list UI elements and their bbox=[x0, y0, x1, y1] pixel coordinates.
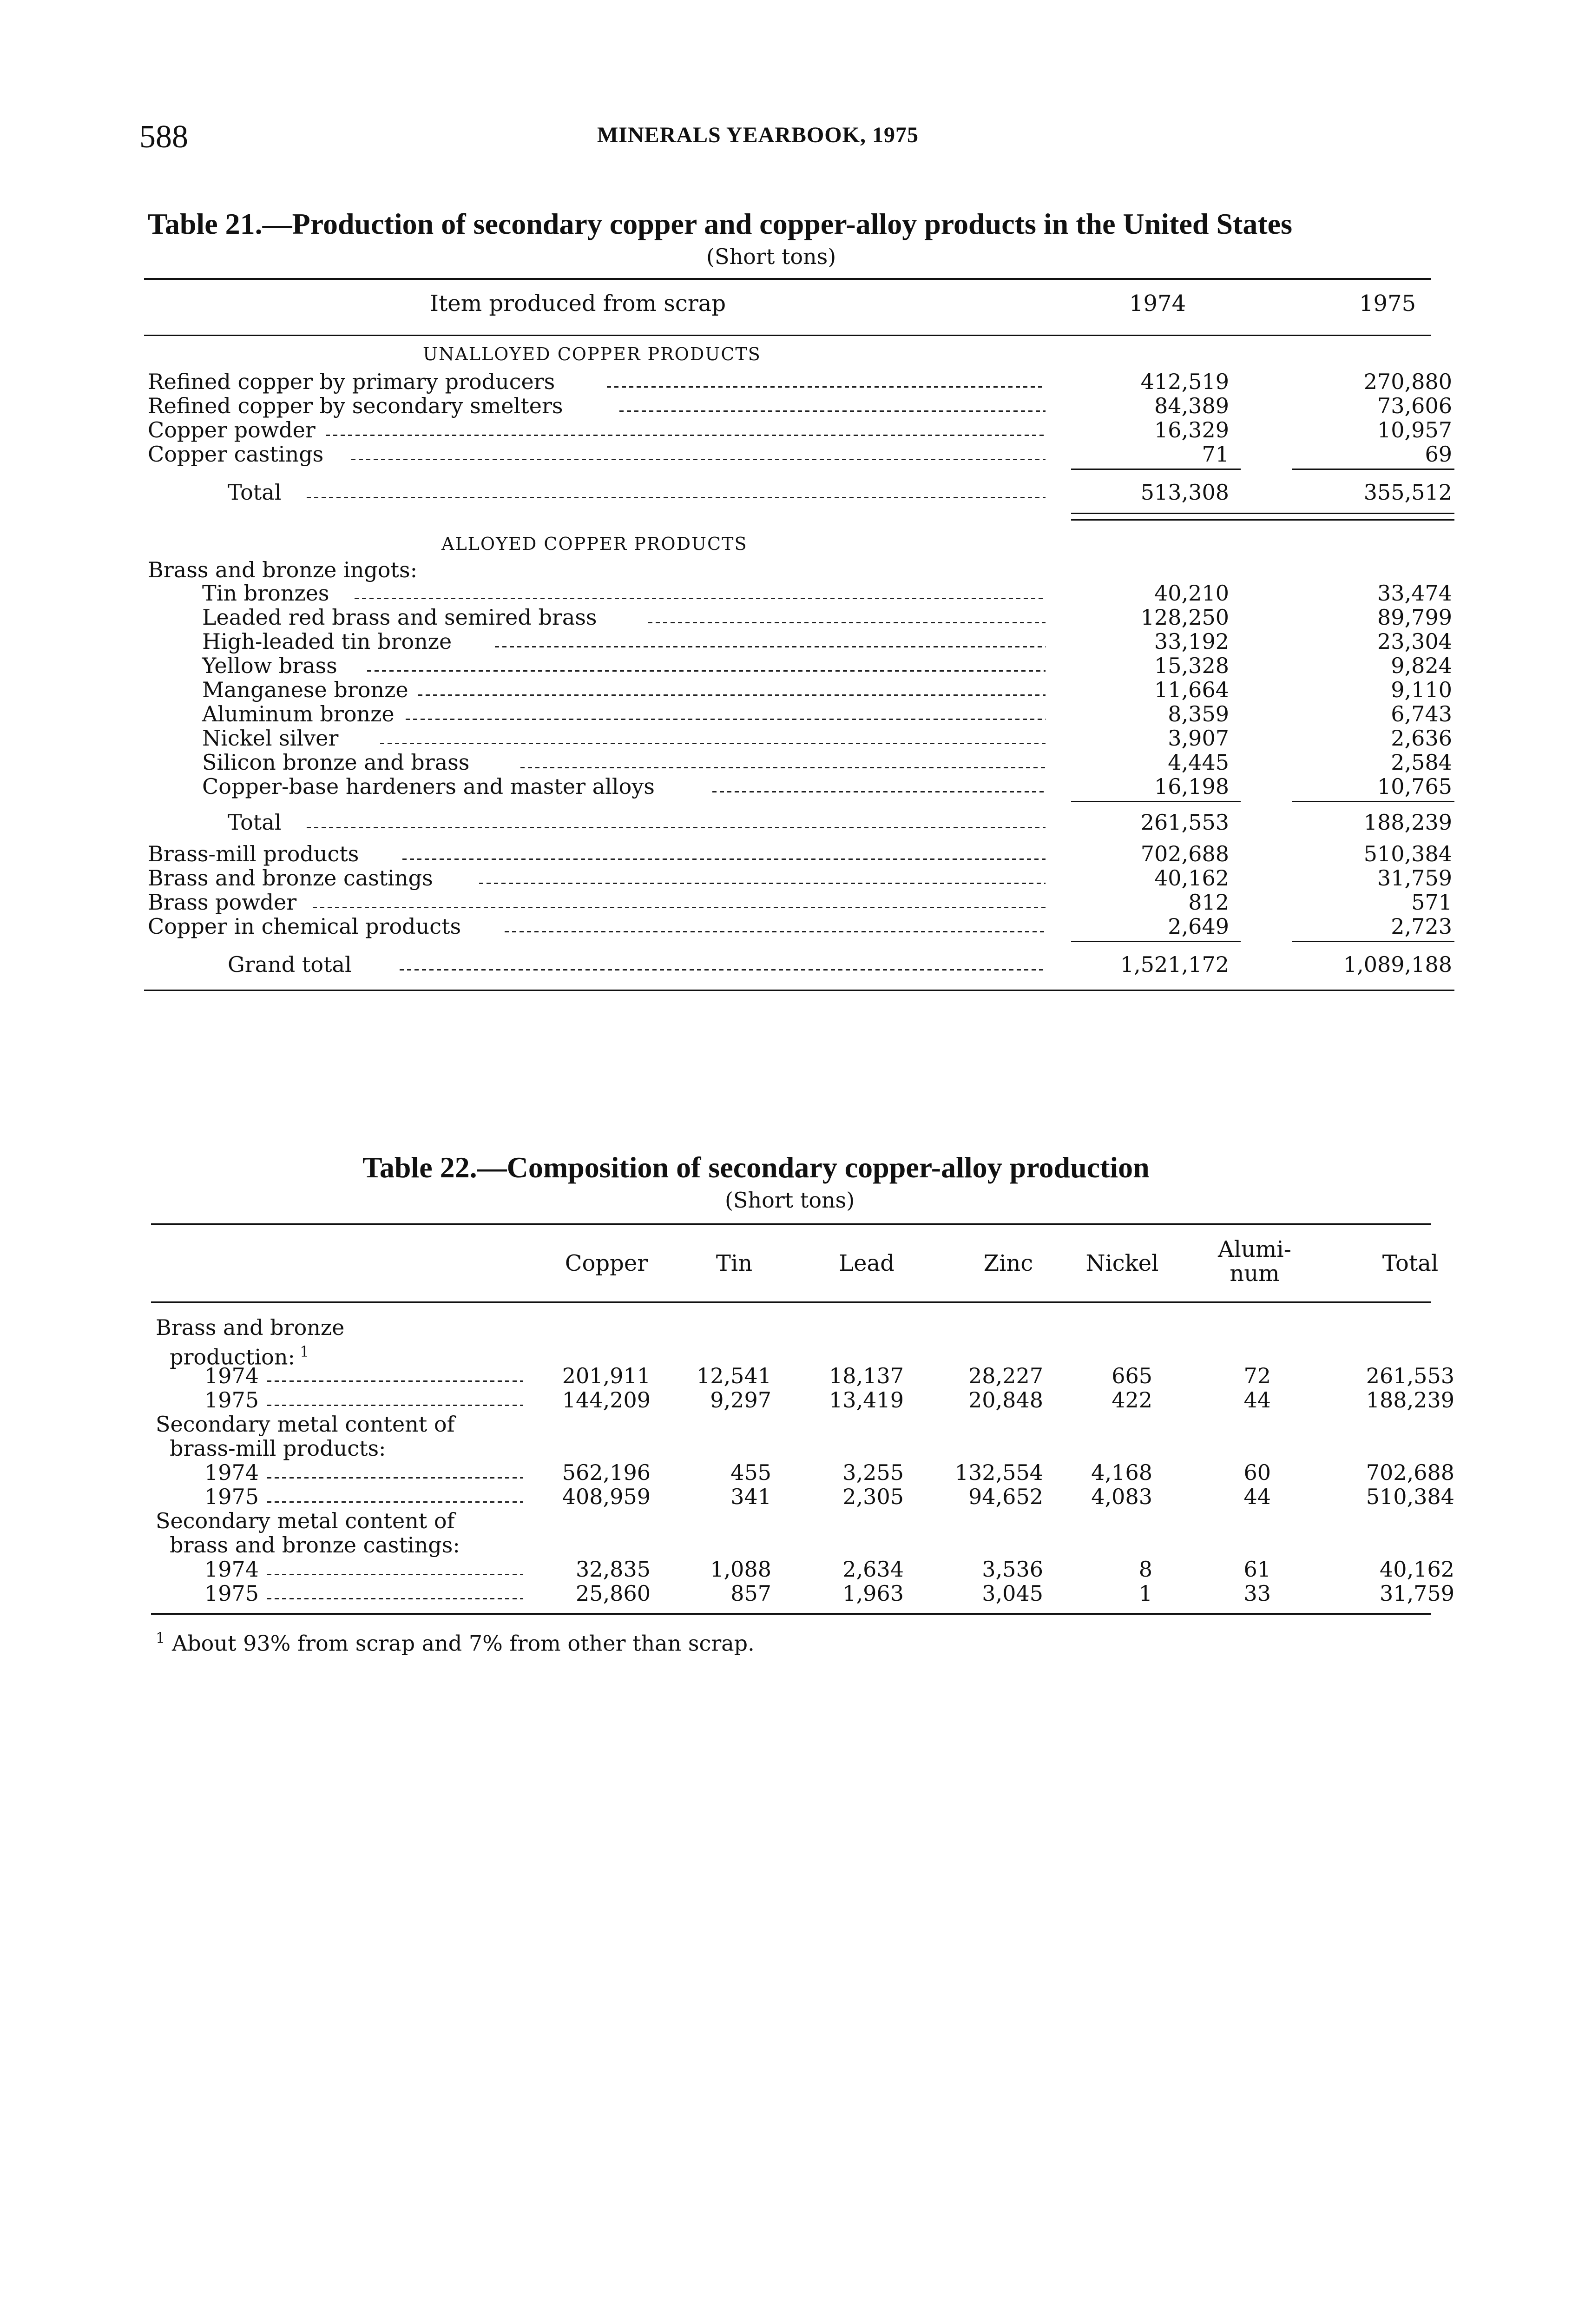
brass-total-label: Total bbox=[228, 810, 282, 835]
table21.brass_rows-1975: 23,304 bbox=[1377, 629, 1452, 654]
value-cell: 3,536 bbox=[982, 1557, 1043, 1582]
col-header-nickel: Nickel bbox=[1085, 1250, 1159, 1276]
value-cell: 72 bbox=[1243, 1363, 1271, 1388]
year-label: 1975 bbox=[204, 1387, 259, 1413]
unalloyed-total-1975: 355,512 bbox=[1363, 480, 1452, 505]
value-cell: 31,759 bbox=[1380, 1581, 1454, 1606]
dot-leader bbox=[267, 1405, 523, 1406]
value-cell: 144,209 bbox=[562, 1387, 651, 1413]
dot-leader bbox=[495, 646, 1046, 647]
col-header-tin: Tin bbox=[716, 1250, 753, 1276]
table21.brass_rows-1975: 2,636 bbox=[1391, 726, 1452, 751]
subtotal-rule bbox=[1071, 469, 1241, 470]
subtotal-rule bbox=[1292, 801, 1454, 802]
table-21-top-rule bbox=[144, 278, 1431, 280]
value-cell: 94,652 bbox=[968, 1484, 1043, 1509]
value-cell: 2,634 bbox=[842, 1557, 904, 1582]
group-label: brass and bronze castings: bbox=[170, 1532, 460, 1558]
value-cell: 132,554 bbox=[954, 1460, 1043, 1485]
table21.brass_rows-label: Yellow brass bbox=[202, 653, 337, 678]
table21.unalloyed_rows-1974: 84,389 bbox=[1154, 393, 1229, 418]
value-cell: 60 bbox=[1243, 1460, 1271, 1485]
table21.other_rows-1974: 812 bbox=[1188, 890, 1229, 915]
table-22-title: Table 22.—Composition of secondary copper-alloy production bbox=[362, 1151, 1150, 1184]
table-21-col-item: Item produced from scrap bbox=[430, 290, 726, 317]
table-21-title: Table 21.—Production of secondary copper and copper-alloy products in the United States bbox=[148, 207, 1292, 240]
col-header-copper: Copper bbox=[565, 1250, 648, 1276]
table21.brass_rows-1975: 9,110 bbox=[1391, 677, 1452, 702]
value-cell: 9,297 bbox=[710, 1387, 771, 1413]
footnote-text: About 93% from scrap and 7% from other than scrap. bbox=[171, 1631, 755, 1656]
value-cell: 25,860 bbox=[576, 1581, 651, 1606]
section-unalloyed: UNALLOYED COPPER PRODUCTS bbox=[423, 344, 761, 364]
table21.brass_rows-1975: 89,799 bbox=[1377, 605, 1452, 630]
year-label: 1975 bbox=[204, 1484, 259, 1509]
value-cell: 857 bbox=[730, 1581, 771, 1606]
table21.brass_rows-1974: 3,907 bbox=[1168, 726, 1229, 751]
value-cell: 44 bbox=[1243, 1387, 1271, 1413]
table21.other_rows-label: Brass-mill products bbox=[148, 841, 359, 866]
value-cell: 422 bbox=[1111, 1387, 1152, 1413]
value-cell: 4,083 bbox=[1091, 1484, 1152, 1509]
table21.other_rows-label: Brass and bronze castings bbox=[148, 865, 433, 891]
year-label: 1974 bbox=[204, 1363, 259, 1388]
table21.brass_rows-1974: 4,445 bbox=[1168, 750, 1229, 775]
table21.unalloyed_rows-label: Refined copper by secondary smelters bbox=[148, 393, 563, 418]
value-cell: 3,255 bbox=[842, 1460, 904, 1485]
dot-leader bbox=[351, 459, 1046, 460]
value-cell: 510,384 bbox=[1366, 1484, 1454, 1509]
dot-leader bbox=[355, 598, 1046, 599]
unalloyed-total-1974: 513,308 bbox=[1140, 480, 1229, 505]
dot-leader bbox=[380, 743, 1046, 744]
table21.brass_rows-1974: 40,210 bbox=[1154, 581, 1229, 606]
subtotal-rule bbox=[1071, 941, 1241, 942]
group-label: Secondary metal content of bbox=[156, 1412, 455, 1437]
value-cell: 3,045 bbox=[982, 1581, 1043, 1606]
table21.other_rows-1974: 2,649 bbox=[1168, 914, 1229, 939]
value-cell: 20,848 bbox=[968, 1387, 1043, 1413]
dot-leader bbox=[267, 1380, 523, 1382]
dot-leader bbox=[505, 931, 1046, 932]
table21.other_rows-1975: 510,384 bbox=[1363, 841, 1452, 866]
subtotal-rule bbox=[1292, 941, 1454, 942]
table21.other_rows-label: Brass powder bbox=[148, 890, 297, 915]
value-cell: 18,137 bbox=[829, 1363, 904, 1388]
col-header-alumi-1: Alumi- bbox=[1217, 1236, 1291, 1262]
dot-leader bbox=[326, 435, 1046, 436]
col-header-total: Total bbox=[1382, 1250, 1439, 1276]
value-cell: 455 bbox=[730, 1460, 771, 1485]
dot-leader bbox=[267, 1477, 523, 1479]
value-cell: 28,227 bbox=[968, 1363, 1043, 1388]
table21.unalloyed_rows-1975: 73,606 bbox=[1377, 393, 1452, 418]
table21.unalloyed_rows-1975: 270,880 bbox=[1363, 369, 1452, 394]
value-cell: 408,959 bbox=[562, 1484, 651, 1509]
dot-leader bbox=[400, 969, 1046, 971]
value-cell: 4,168 bbox=[1091, 1460, 1152, 1485]
value-cell: 1,088 bbox=[710, 1557, 771, 1582]
table21.brass_rows-label: Copper-base hardeners and master alloys bbox=[202, 774, 655, 799]
table21.other_rows-label: Copper in chemical products bbox=[148, 914, 461, 939]
table21.unalloyed_rows-1975: 69 bbox=[1425, 442, 1452, 467]
group-label: Brass and bronze bbox=[156, 1315, 345, 1340]
value-cell: 33 bbox=[1243, 1581, 1271, 1606]
dot-leader bbox=[406, 719, 1046, 720]
value-cell: 44 bbox=[1243, 1484, 1271, 1509]
dot-leader bbox=[267, 1574, 523, 1575]
page-number: 588 bbox=[139, 119, 188, 155]
dot-leader bbox=[418, 694, 1046, 696]
value-cell: 188,239 bbox=[1366, 1387, 1454, 1413]
dot-leader bbox=[648, 622, 1046, 623]
table-22-header-rule bbox=[151, 1301, 1431, 1303]
dot-leader bbox=[402, 858, 1046, 860]
table-21-header-rule bbox=[144, 335, 1431, 336]
table-22-footnote bbox=[156, 1629, 755, 1656]
dot-leader bbox=[267, 1501, 523, 1503]
group-label: production: $^1$ bbox=[170, 1343, 309, 1370]
dot-leader bbox=[712, 791, 1046, 792]
grand-total-label: Grand total bbox=[228, 952, 352, 977]
running-head: MINERALS YEARBOOK, 1975 bbox=[597, 123, 919, 147]
table21.unalloyed_rows-1974: 16,329 bbox=[1154, 417, 1229, 442]
table21.brass_rows-label: Manganese bronze bbox=[202, 677, 408, 702]
year-label: 1974 bbox=[204, 1557, 259, 1582]
table-21-col-1975: 1975 bbox=[1359, 290, 1416, 317]
grand-total-1975: 1,089,188 bbox=[1343, 952, 1452, 977]
value-cell: 61 bbox=[1243, 1557, 1271, 1582]
year-label: 1974 bbox=[204, 1460, 259, 1485]
table21.brass_rows-1974: 15,328 bbox=[1154, 653, 1229, 678]
dot-leader bbox=[307, 827, 1046, 828]
table21.brass_rows-1975: 6,743 bbox=[1391, 701, 1452, 726]
value-cell: 261,553 bbox=[1366, 1363, 1454, 1388]
table21.brass_rows-1975: 33,474 bbox=[1377, 581, 1452, 606]
table21.brass_rows-1975: 10,765 bbox=[1377, 774, 1452, 799]
dot-leader bbox=[479, 883, 1046, 884]
table-21-subtitle: (Short tons) bbox=[706, 244, 836, 269]
table21.brass_rows-1974: 128,250 bbox=[1140, 605, 1229, 630]
total-double-rule bbox=[1071, 519, 1454, 521]
grand-total-1974: 1,521,172 bbox=[1120, 952, 1229, 977]
unalloyed-total-label: Total bbox=[228, 480, 282, 505]
col-header-zinc: Zinc bbox=[983, 1250, 1033, 1276]
table21.other_rows-1975: 31,759 bbox=[1377, 865, 1452, 891]
brass-total-1974: 261,553 bbox=[1140, 810, 1229, 835]
table21.unalloyed_rows-label: Copper powder bbox=[148, 417, 316, 442]
dot-leader bbox=[619, 410, 1046, 412]
dot-leader bbox=[607, 386, 1046, 388]
table21.other_rows-1974: 40,162 bbox=[1154, 865, 1229, 891]
footnote-mark: 1 bbox=[156, 1629, 165, 1647]
value-cell: 40,162 bbox=[1380, 1557, 1454, 1582]
value-cell: 562,196 bbox=[562, 1460, 651, 1485]
table21.brass_rows-1975: 9,824 bbox=[1391, 653, 1452, 678]
table21.brass_rows-1974: 8,359 bbox=[1168, 701, 1229, 726]
value-cell: 32,835 bbox=[576, 1557, 651, 1582]
footnote-mark: 1 bbox=[295, 1343, 309, 1360]
value-cell: 2,305 bbox=[842, 1484, 904, 1509]
value-cell: 1 bbox=[1138, 1581, 1152, 1606]
value-cell: 1,963 bbox=[842, 1581, 904, 1606]
dot-leader bbox=[267, 1598, 523, 1599]
table21.unalloyed_rows-1974: 412,519 bbox=[1140, 369, 1229, 394]
dot-leader bbox=[307, 497, 1046, 498]
section-alloyed: ALLOYED COPPER PRODUCTS bbox=[441, 534, 748, 554]
value-cell: 665 bbox=[1111, 1363, 1152, 1388]
col-header-alumi-2: num bbox=[1230, 1261, 1280, 1287]
dot-leader bbox=[367, 670, 1046, 672]
value-cell: 12,541 bbox=[697, 1363, 771, 1388]
table-22-bottom-rule bbox=[151, 1613, 1431, 1615]
table21.brass_rows-label: Nickel silver bbox=[202, 726, 339, 751]
table21.unalloyed_rows-1975: 10,957 bbox=[1377, 417, 1452, 442]
table21.brass_rows-label: Leaded red brass and semired brass bbox=[202, 605, 597, 630]
table21.unalloyed_rows-1974: 71 bbox=[1202, 442, 1229, 467]
page-header bbox=[139, 119, 1440, 160]
table-22-subtitle: (Short tons) bbox=[725, 1188, 855, 1213]
subtotal-rule bbox=[1071, 801, 1241, 802]
table-21-bottom-rule bbox=[144, 990, 1454, 991]
dot-leader bbox=[313, 907, 1046, 908]
value-cell: 201,911 bbox=[562, 1363, 651, 1388]
value-cell: 702,688 bbox=[1366, 1460, 1454, 1485]
table21.brass_rows-1975: 2,584 bbox=[1391, 750, 1452, 775]
table21.unalloyed_rows-label: Refined copper by primary producers bbox=[148, 369, 555, 394]
group-label: Secondary metal content of bbox=[156, 1508, 455, 1533]
table21.brass_rows-1974: 16,198 bbox=[1154, 774, 1229, 799]
value-cell: 13,419 bbox=[829, 1387, 904, 1413]
table21.unalloyed_rows-label: Copper castings bbox=[148, 442, 324, 467]
table21.other_rows-1975: 571 bbox=[1411, 890, 1452, 915]
table21.brass_rows-label: Tin bronzes bbox=[202, 581, 329, 606]
total-double-rule bbox=[1071, 513, 1454, 514]
value-cell: 341 bbox=[730, 1484, 771, 1509]
value-cell: 8 bbox=[1138, 1557, 1152, 1582]
table21.brass_rows-label: Silicon bronze and brass bbox=[202, 750, 470, 775]
dot-leader bbox=[520, 767, 1046, 768]
table21.brass_rows-label: High-leaded tin bronze bbox=[202, 629, 452, 654]
table21.other_rows-1974: 702,688 bbox=[1140, 841, 1229, 866]
table21.brass_rows-label: Aluminum bronze bbox=[202, 701, 395, 726]
brass-group-label: Brass and bronze ingots: bbox=[148, 557, 418, 582]
table21.other_rows-1975: 2,723 bbox=[1391, 914, 1452, 939]
col-header-lead: Lead bbox=[839, 1250, 894, 1276]
brass-total-1975: 188,239 bbox=[1363, 810, 1452, 835]
group-label: brass-mill products: bbox=[170, 1436, 386, 1461]
year-label: 1975 bbox=[204, 1581, 259, 1606]
subtotal-rule bbox=[1292, 469, 1454, 470]
table21.brass_rows-1974: 33,192 bbox=[1154, 629, 1229, 654]
table21.brass_rows-1974: 11,664 bbox=[1154, 677, 1229, 702]
table-21-col-1974: 1974 bbox=[1129, 290, 1186, 317]
table-22-top-rule bbox=[151, 1223, 1431, 1225]
